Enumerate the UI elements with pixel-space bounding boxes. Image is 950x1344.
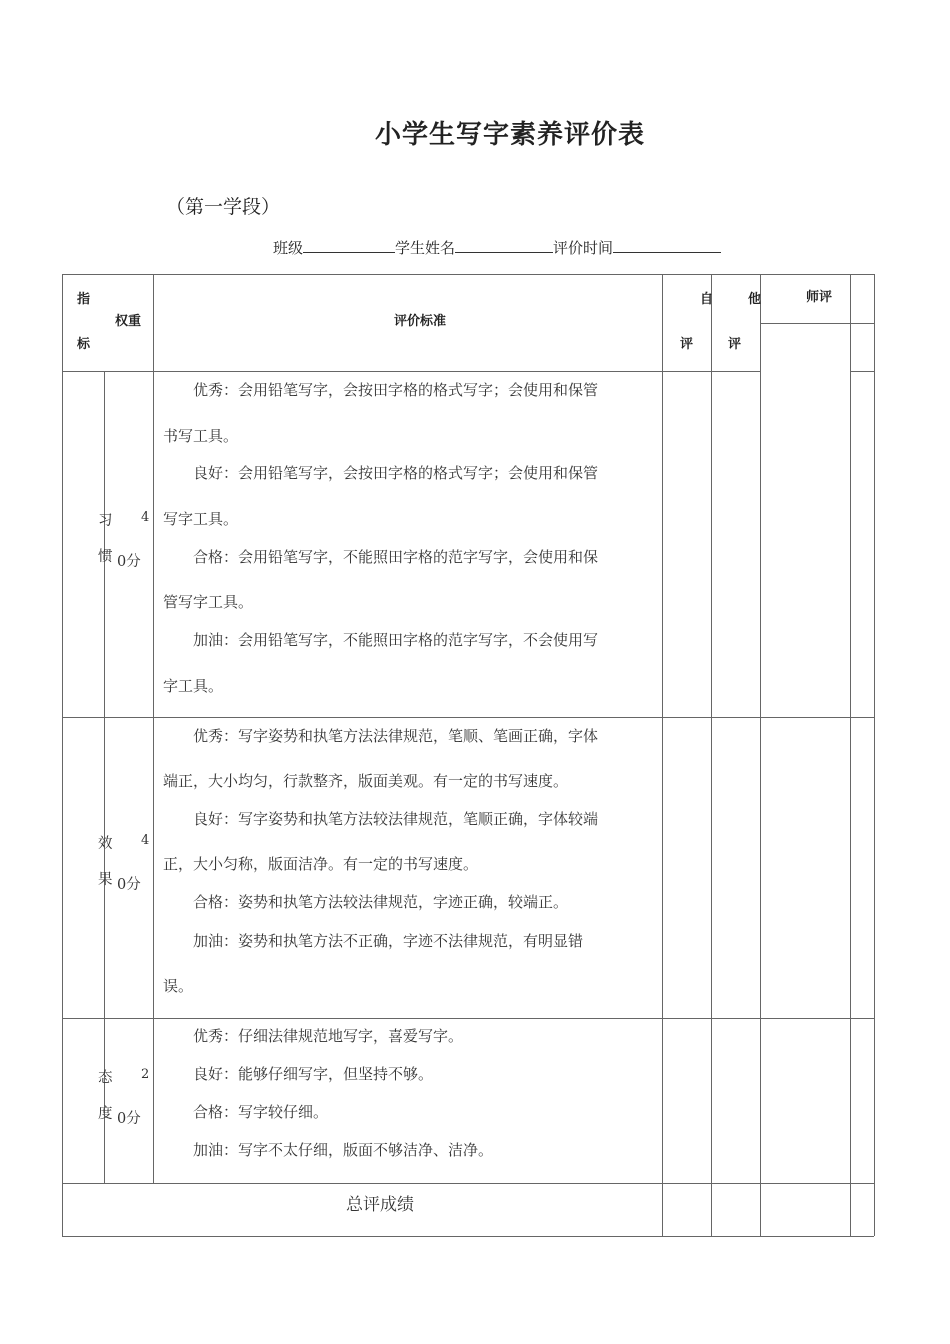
criteria-line: 字工具。 <box>163 677 224 695</box>
criteria-line: 优秀：写字姿势和执笔方法法律规范，笔顺、笔画正确，字体 <box>193 727 599 745</box>
row2-indicator-2: 果 <box>98 872 113 888</box>
criteria-line: 写字工具。 <box>163 510 239 528</box>
row3-peer-score[interactable] <box>712 1019 759 1182</box>
class-field[interactable] <box>303 236 395 253</box>
row2-weight-2: 0分 <box>117 877 141 893</box>
page-title: 小学生写字素养评价表 <box>374 120 645 150</box>
row1-indicator-1: 习 <box>98 513 113 529</box>
criteria-line: 合格：写字较仔细。 <box>193 1103 329 1121</box>
row1-weight-1: 4 <box>141 510 150 525</box>
criteria-line: 优秀：仔细法律规范地写字，喜爱写字。 <box>193 1027 464 1045</box>
criteria-line: 良好：写字姿势和执笔方法较法律规范，笔顺正确，字体较端 <box>193 810 599 828</box>
criteria-line: 端正，大小均匀，行款整齐，版面美观。有一定的书写速度。 <box>163 772 569 790</box>
header-peer-1: 他 <box>748 292 762 307</box>
criteria-line: 误。 <box>163 977 194 995</box>
row2-peer-score[interactable] <box>712 718 759 1017</box>
criteria-line: 加油：会用铅笔写字，不能照田字格的范字写字，不会使用写 <box>193 631 599 649</box>
name-label: 学生姓名 <box>395 239 456 257</box>
criteria-line: 管写字工具。 <box>163 593 254 611</box>
criteria-line: 书写工具。 <box>163 427 239 445</box>
row2-weight-1: 4 <box>141 833 150 848</box>
criteria-line: 加油：姿势和执笔方法不正确，字迹不法律规范，有明显错 <box>193 932 584 950</box>
row1-peer-score[interactable] <box>712 372 759 716</box>
header-teacher: 师评 <box>806 290 833 305</box>
row1-indicator-2: 惯 <box>98 549 113 565</box>
header-indicator-1: 指 <box>77 292 91 307</box>
criteria-line: 加油：写字不太仔细，版面不够洁净、洁净。 <box>193 1141 494 1159</box>
name-field[interactable] <box>455 236 553 253</box>
criteria-line: 合格：会用铅笔写字，不能照田字格的范字写字，会使用和保 <box>193 548 599 566</box>
info-line <box>273 236 721 258</box>
total-score-label: 总评成绩 <box>346 1195 414 1215</box>
header-self-1: 自 <box>700 292 714 307</box>
header-peer-2: 评 <box>728 337 742 352</box>
header-indicator-2: 标 <box>77 337 91 352</box>
row1-self-score[interactable] <box>663 372 710 716</box>
time-field[interactable] <box>613 236 721 253</box>
stage-subtitle: （第一学段） <box>166 196 281 218</box>
total-peer-score[interactable] <box>712 1184 759 1235</box>
row2-indicator-1: 效 <box>98 836 113 852</box>
row3-weight-1: 2 <box>141 1067 150 1082</box>
header-self-2: 评 <box>680 337 694 352</box>
class-label: 班级 <box>273 239 304 257</box>
criteria-line: 良好：能够仔细写字，但坚持不够。 <box>193 1065 434 1083</box>
row3-self-score[interactable] <box>663 1019 710 1182</box>
criteria-line: 优秀：会用铅笔写字，会按田字格的格式写字；会使用和保管 <box>193 381 599 399</box>
time-label: 评价时间 <box>553 239 614 257</box>
row3-indicator-1: 态 <box>98 1070 113 1086</box>
criteria-line: 正，大小匀称，版面洁净。有一定的书写速度。 <box>163 855 479 873</box>
row2-self-score[interactable] <box>663 718 710 1017</box>
header-criteria: 评价标准 <box>394 314 447 329</box>
row3-indicator-2: 度 <box>98 1106 113 1122</box>
row1-weight-2: 0分 <box>117 554 141 570</box>
row3-weight-2: 0分 <box>117 1111 141 1127</box>
criteria-line: 良好：会用铅笔写字，会按田字格的格式写字；会使用和保管 <box>193 464 599 482</box>
header-weight: 权重 <box>115 314 142 329</box>
criteria-line: 合格：姿势和执笔方法较法律规范，字迹正确，较端正。 <box>193 893 569 911</box>
total-self-score[interactable] <box>663 1184 710 1235</box>
